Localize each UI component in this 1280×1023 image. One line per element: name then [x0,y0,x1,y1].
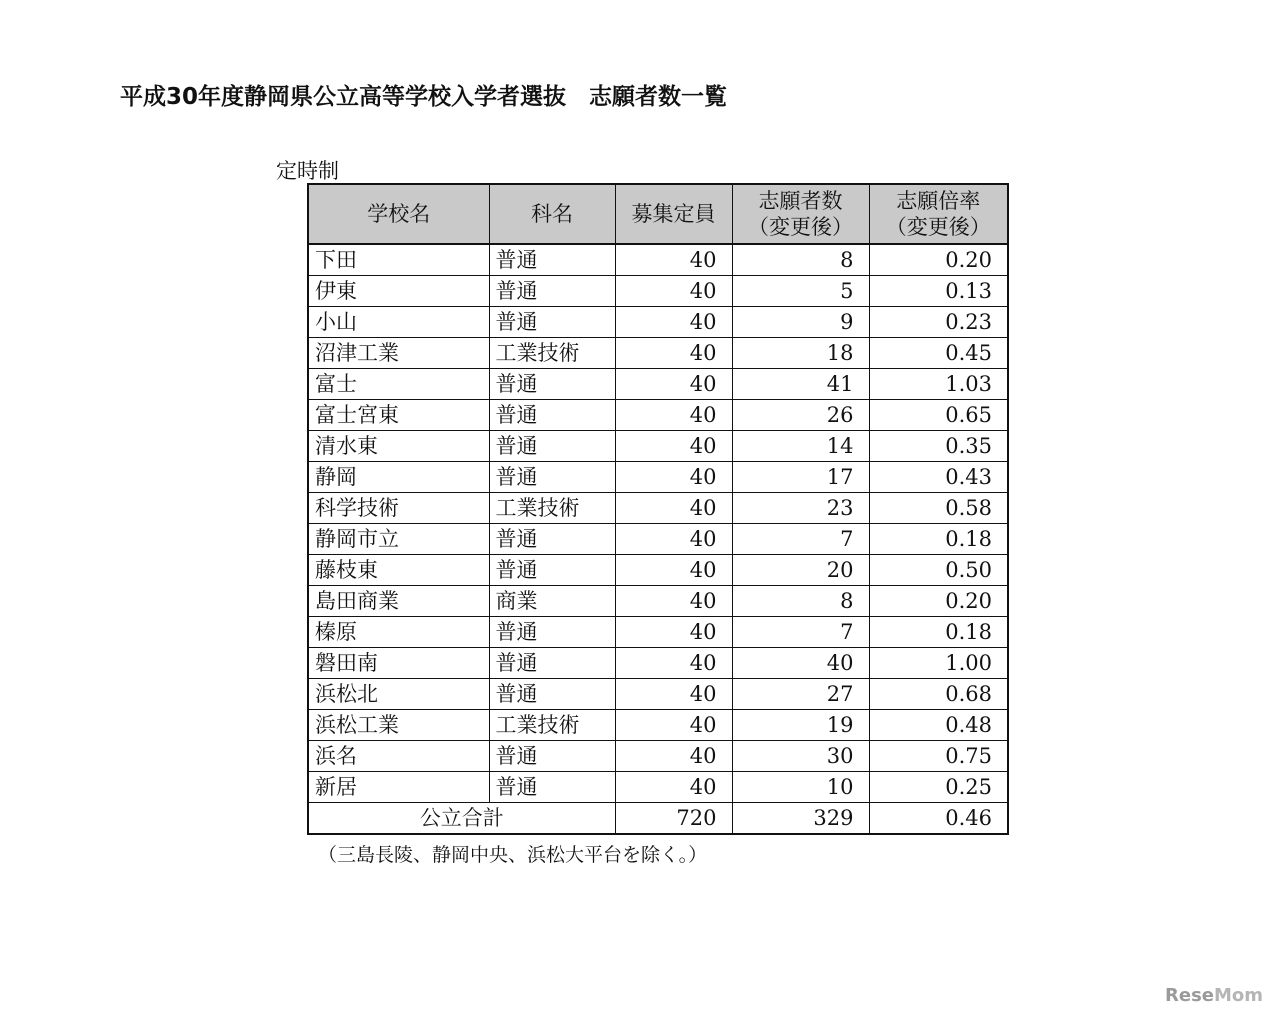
cell-school: 静岡 [308,462,489,493]
cell-ratio: 0.65 [869,400,1008,431]
cell-dept: 工業技術 [489,493,615,524]
cell-capacity: 40 [615,741,732,772]
cell-capacity: 40 [615,369,732,400]
cell-dept: 普通 [489,244,615,276]
section-label: 定時制 [276,159,339,183]
cell-dept: 普通 [489,617,615,648]
cell-dept: 普通 [489,679,615,710]
cell-applicants: 14 [732,431,869,462]
table-row [308,431,1008,462]
table-row [308,555,1008,586]
cell-school: 清水東 [308,431,489,462]
table-row [308,338,1008,369]
header-capacity: 募集定員 [615,184,732,244]
table-row [308,244,1008,276]
cell-capacity: 40 [615,276,732,307]
cell-dept: 普通 [489,431,615,462]
cell-ratio: 0.18 [869,524,1008,555]
table-row [308,648,1008,679]
cell-ratio: 0.20 [869,244,1008,276]
cell-ratio: 1.00 [869,648,1008,679]
cell-capacity: 40 [615,307,732,338]
cell-ratio: 0.35 [869,431,1008,462]
cell-school: 島田商業 [308,586,489,617]
cell-applicants: 40 [732,648,869,679]
cell-applicants: 10 [732,772,869,803]
applicants-table [307,183,1009,835]
cell-ratio: 0.13 [869,276,1008,307]
cell-dept: 普通 [489,555,615,586]
cell-school: 榛原 [308,617,489,648]
cell-capacity: 40 [615,772,732,803]
cell-capacity: 40 [615,338,732,369]
cell-school: 科学技術 [308,493,489,524]
table-row [308,462,1008,493]
cell-dept: 普通 [489,648,615,679]
table-header [308,184,1008,244]
cell-dept: 普通 [489,772,615,803]
table-row [308,772,1008,803]
page-title: 平成30年度静岡県公立高等学校入学者選抜 志願者数一覧 [120,84,728,110]
cell-applicants: 8 [732,586,869,617]
cell-school: 小山 [308,307,489,338]
total-ratio: 0.46 [869,803,1008,835]
table-row [308,741,1008,772]
header-applicants-line1: 志願者数 [758,189,843,213]
cell-applicants: 20 [732,555,869,586]
cell-capacity: 40 [615,679,732,710]
header-ratio-line1: 志願倍率 [896,189,981,213]
total-row [308,803,1008,835]
cell-dept: 普通 [489,307,615,338]
cell-ratio: 0.50 [869,555,1008,586]
cell-applicants: 23 [732,493,869,524]
header-row [308,184,1008,244]
header-ratio-line2: （変更後） [885,215,991,239]
cell-school: 藤枝東 [308,555,489,586]
cell-dept: 普通 [489,462,615,493]
cell-dept: 商業 [489,586,615,617]
cell-ratio: 0.48 [869,710,1008,741]
cell-applicants: 8 [732,244,869,276]
cell-school: 下田 [308,244,489,276]
table-row [308,524,1008,555]
cell-school: 浜松工業 [308,710,489,741]
cell-applicants: 17 [732,462,869,493]
cell-ratio: 0.75 [869,741,1008,772]
cell-applicants: 7 [732,524,869,555]
cell-capacity: 40 [615,431,732,462]
header-applicants-line2: （変更後） [748,215,853,239]
cell-dept: 普通 [489,276,615,307]
cell-dept: 普通 [489,400,615,431]
cell-applicants: 5 [732,276,869,307]
cell-school: 新居 [308,772,489,803]
cell-applicants: 27 [732,679,869,710]
cell-school: 浜松北 [308,679,489,710]
cell-school: 伊東 [308,276,489,307]
table-row [308,710,1008,741]
cell-school: 浜名 [308,741,489,772]
cell-applicants: 18 [732,338,869,369]
cell-capacity: 40 [615,586,732,617]
cell-capacity: 40 [615,493,732,524]
cell-dept: 普通 [489,741,615,772]
cell-school: 磐田南 [308,648,489,679]
cell-ratio: 0.25 [869,772,1008,803]
table-row [308,369,1008,400]
cell-applicants: 26 [732,400,869,431]
table-row [308,586,1008,617]
table-row [308,617,1008,648]
table-row [308,679,1008,710]
cell-applicants: 19 [732,710,869,741]
header-ratio [869,184,1008,244]
cell-ratio: 0.45 [869,338,1008,369]
cell-capacity: 40 [615,555,732,586]
cell-ratio: 0.68 [869,679,1008,710]
cell-capacity: 40 [615,617,732,648]
table-row [308,400,1008,431]
cell-capacity: 40 [615,710,732,741]
total-label: 公立合計 [308,803,615,835]
cell-school: 沼津工業 [308,338,489,369]
cell-capacity: 40 [615,524,732,555]
cell-ratio: 0.23 [869,307,1008,338]
cell-capacity: 40 [615,648,732,679]
table-footer [308,803,1008,835]
cell-dept: 普通 [489,369,615,400]
resemom-logo: ReseMom [1165,985,1264,1006]
cell-ratio: 0.20 [869,586,1008,617]
cell-capacity: 40 [615,400,732,431]
cell-dept: 工業技術 [489,710,615,741]
table-row [308,276,1008,307]
cell-ratio: 1.03 [869,369,1008,400]
total-applicants: 329 [732,803,869,835]
header-applicants [732,184,869,244]
cell-applicants: 7 [732,617,869,648]
cell-applicants: 30 [732,741,869,772]
cell-school: 富士 [308,369,489,400]
table-row [308,307,1008,338]
cell-school: 静岡市立 [308,524,489,555]
cell-capacity: 40 [615,244,732,276]
table-row [308,493,1008,524]
cell-school: 富士宮東 [308,400,489,431]
cell-dept: 工業技術 [489,338,615,369]
cell-ratio: 0.43 [869,462,1008,493]
cell-applicants: 41 [732,369,869,400]
cell-ratio: 0.58 [869,493,1008,524]
cell-ratio: 0.18 [869,617,1008,648]
cell-dept: 普通 [489,524,615,555]
total-capacity: 720 [615,803,732,835]
cell-applicants: 9 [732,307,869,338]
footnote: （三島長陵、静岡中央、浜松大平台を除く。） [318,844,708,866]
table-body [308,244,1008,803]
header-school: 学校名 [308,184,489,244]
cell-capacity: 40 [615,462,732,493]
header-dept: 科名 [489,184,615,244]
